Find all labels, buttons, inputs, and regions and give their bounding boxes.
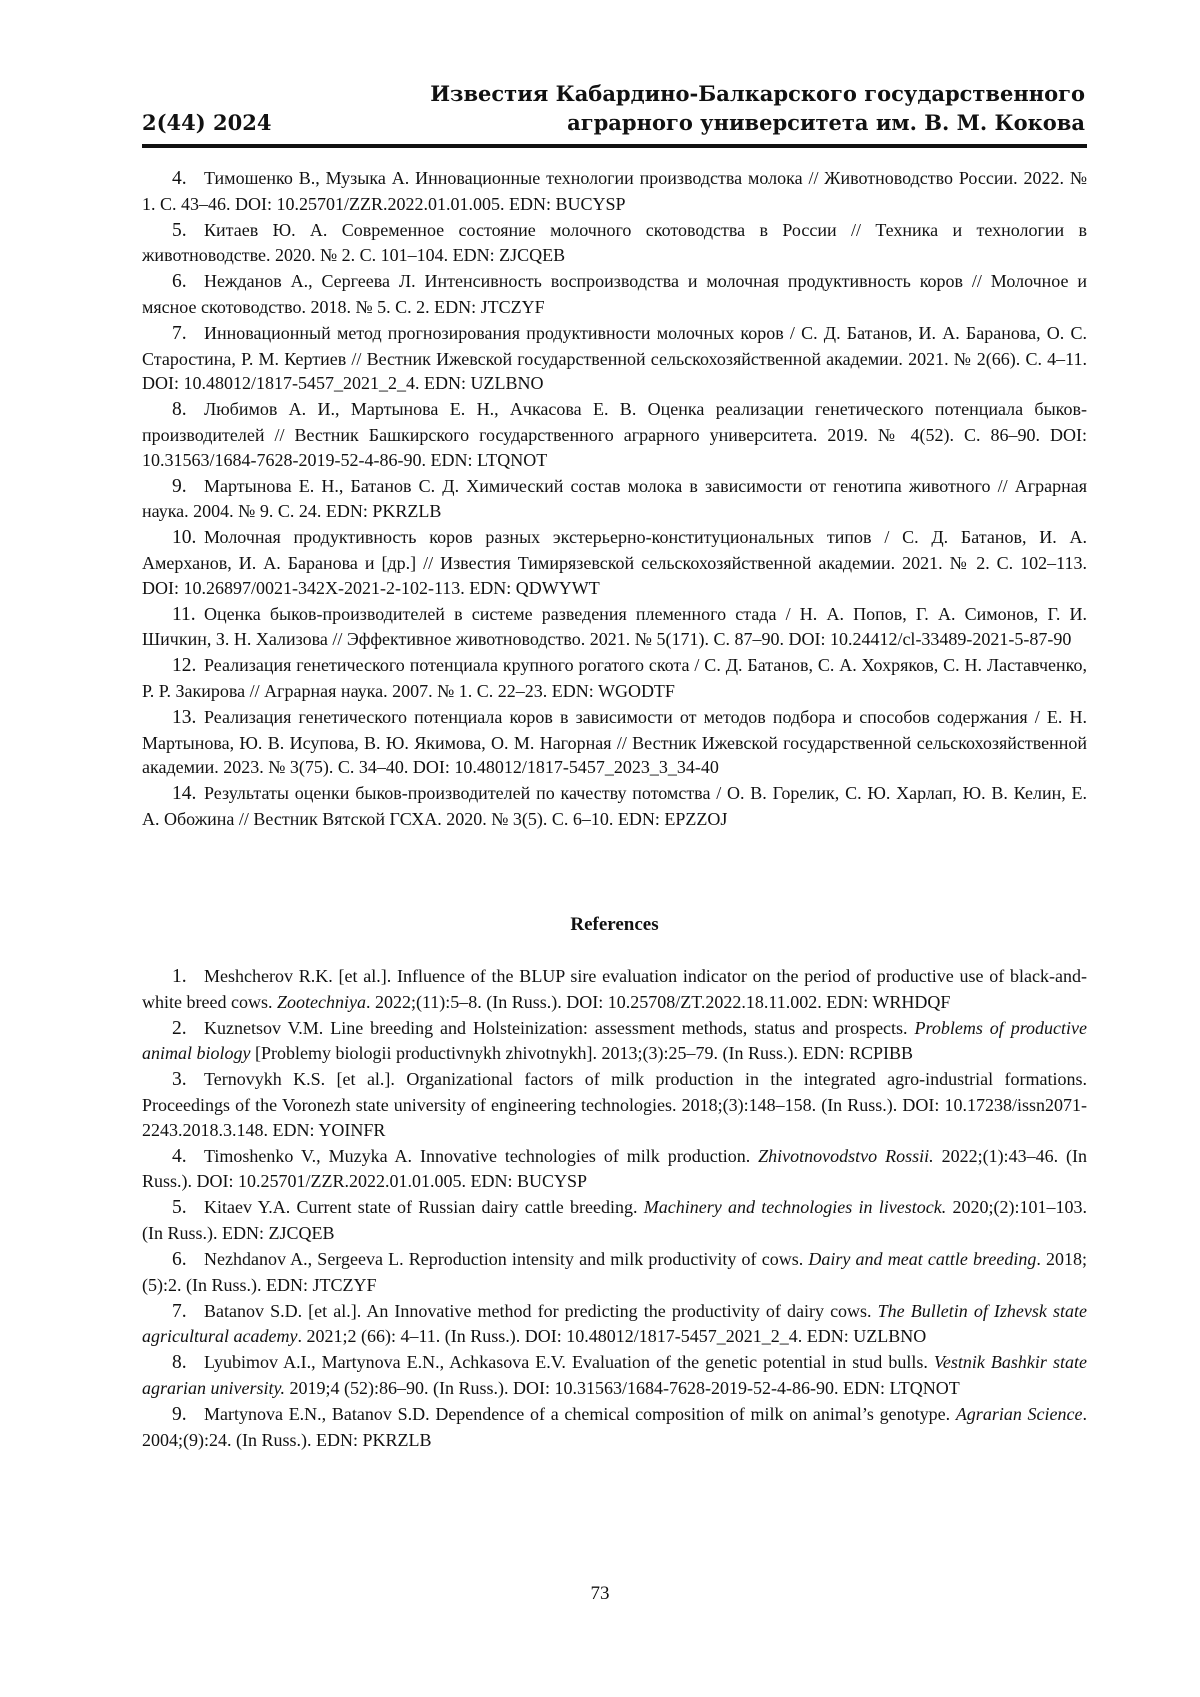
reference-item [142,1144,1087,1194]
reference-number: 4. [172,1145,198,1170]
reference-item [142,397,1087,472]
page-number: 73 [0,1583,1200,1605]
reference-item [142,1247,1087,1297]
reference-item [142,1016,1087,1066]
reference-journal-title: Zhivotnovodstvo Rossii. [758,1146,933,1166]
reference-text: . 2018;(5):2. (In Russ.). EDN: JTCZYF [142,1249,1087,1295]
reference-journal-title: Vestnik Bashkir state agrarian university. [142,1352,1087,1398]
reference-item [142,166,1087,217]
reference-number: 9. [172,1403,198,1428]
reference-text: . 2022;(11):5–8. (In Russ.). DOI: 10.25708/ZT.2022.18.11.002. EDN: WRHDQF [366,992,950,1012]
reference-number: 8. [172,398,198,423]
reference-number: 3. [172,1068,198,1093]
reference-text: . 2021;2 (66): 4–11. (In Russ.). DOI: 10.48012/1817-5457_2021_2_4. EDN: UZLBNO [297,1326,926,1346]
reference-text: Реализация генетического потенциала крупного рогатого скота / С. Д. Батанов, С. А. Хохряков, С. Н. Ластавченко, Р. Р. Закирова // Аграрная наука. 2007. № 1. С. 22–23. EDN: WGODTF [142,655,1087,701]
reference-number: 9. [172,475,198,500]
reference-item [142,525,1087,600]
reference-text: Результаты оценки быков-производителей по качеству потомства / О. В. Горелик, С. Ю. Харлап, Ю. В. Келин, Е. А. Обожина // Вестник Вятской ГСХА. 2020. № 3(5). С. 6–10. EDN: EPZZOJ [142,783,1087,829]
reference-item [142,705,1087,780]
reference-item [142,321,1087,396]
reference-text: Молочная продуктивность коров разных экстерьерно-конституциональных типов / С. Д. Батанов, И. А. Амерханов, И. А. Баранова и [др.] // Известия Тимирязевской сельскохозяйственной академии. 2021. № 2. С. 102–113. DOI: 10.26897/0021-342X-2021-2-102-113. EDN: QDWYWT [142,527,1087,598]
reference-number: 13. [172,706,198,731]
reference-item [142,964,1087,1014]
reference-text: Мартынова Е. Н., Батанов С. Д. Химический состав молока в зависимости от генотипа животного // Аграрная наука. 2004. № 9. С. 24. EDN: PKRZLB [142,476,1087,522]
reference-item [142,1350,1087,1400]
reference-number: 5. [172,1196,198,1221]
reference-text: Любимов А. И., Мартынова Е. Н., Ачкасова Е. В. Оценка реализации генетического потенциала быков-производителей // Вестник Башкирского государственного аграрного университета. 2019. № 4(52). С. 86–90. DOI: 10.31563/1684-7628-2019-52-4-86-90. EDN: LTQNOT [142,399,1087,470]
reference-text: Martynova E.N., Batanov S.D. Dependence of a chemical composition of milk on animal’s genotype. [204,1404,956,1424]
reference-journal-title: Agrarian Science [956,1404,1083,1424]
reference-text: Реализация генетического потенциала коров в зависимости от методов подбора и способов содержания / Е. Н. Мартынова, Ю. В. Исупова, В. Ю. Якимова, О. М. Нагорная // Вестник Ижевской государственной сельскохозяйственной академии. 2023. № 3(75). С. 34–40. DOI: 10.48012/1817-5457_2023_3_34-40 [142,707,1087,778]
reference-item [142,602,1087,653]
reference-text: Meshcherov R.K. [et al.]. Influence of the BLUP sire evaluation indicator on the period of productive use of black-and-white breed cows. [142,966,1087,1012]
issue-number: 2(44) 2024 [142,110,271,135]
reference-text: Нежданов А., Сергеева Л. Интенсивность воспроизводства и молочная продуктивность коров // Молочное и мясное скотоводство. 2018. № 5. С. 2. EDN: JTCZYF [142,271,1087,317]
reference-number: 7. [172,322,198,347]
reference-item [142,1067,1087,1142]
reference-text: Инновационный метод прогнозирования продуктивности молочных коров / С. Д. Батанов, И. А. Баранова, О. С. Старостина, Р. М. Кертиев // Вестник Ижевской государственной сельскохозяйственной академии. 2021. № 2(66). С. 4–11. DOI: 10.48012/1817-5457_2021_2_4. EDN: UZLBNO [142,323,1087,394]
reference-item [142,653,1087,704]
reference-number: 4. [172,167,198,192]
reference-text: 2020;(2):101–103. (In Russ.). EDN: ZJCQEB [142,1197,1087,1243]
reference-number: 7. [172,1300,198,1325]
reference-item [142,474,1087,525]
reference-journal-title: Dairy and meat cattle breeding [808,1249,1036,1269]
reference-text: Batanov S.D. [et al.]. An Innovative method for predicting the productivity of dairy cows. [204,1301,878,1321]
reference-text: Kitaev Y.A. Current state of Russian dairy cattle breeding. [204,1197,644,1217]
reference-number: 6. [172,270,198,295]
reference-item [142,1402,1087,1452]
reference-text: Nezhdanov A., Sergeeva L. Reproduction intensity and milk productivity of cows. [204,1249,808,1269]
reference-text: Kuznetsov V.M. Line breeding and Holsteinization: assessment methods, status and prospects. [204,1018,915,1038]
reference-text: [Problemy biologii productivnykh zhivotnykh]. 2013;(3):25–79. (In Russ.). EDN: RCPIBB [251,1043,913,1063]
reference-item [142,781,1087,832]
reference-text: Lyubimov A.I., Martynova E.N., Achkasova E.V. Evaluation of the genetic potential in stud bulls. [204,1352,934,1372]
reference-number: 8. [172,1351,198,1376]
references-heading: References [142,914,1087,936]
journal-title-line-2: аграрного университета им. В. М. Кокова [430,108,1085,137]
reference-item [142,269,1087,320]
reference-journal-title: Machinery and technologies in livestock. [644,1197,946,1217]
journal-title-line-1: Известия Кабардино-Балкарского государственного [430,79,1085,108]
reference-number: 14. [172,782,198,807]
reference-journal-title: Problems of productive animal biology [142,1018,1087,1064]
reference-list-english [142,964,1087,1454]
reference-number: 11. [172,603,198,628]
reference-number: 12. [172,654,198,679]
journal-title [430,79,1085,137]
reference-number: 1. [172,965,198,990]
reference-text: Китаев Ю. А. Современное состояние молочного скотоводства в России // Техника и технологии в животноводстве. 2020. № 2. С. 101–104. EDN: ZJCQEB [142,220,1087,266]
reference-text: 2019;4 (52):86–90. (In Russ.). DOI: 10.31563/1684-7628-2019-52-4-86-90. EDN: LTQNOT [285,1378,960,1398]
reference-text: . 2004;(9):24. (In Russ.). EDN: PKRZLB [142,1404,1087,1450]
reference-number: 6. [172,1248,198,1273]
reference-text: 2022;(1):43–46. (In Russ.). DOI: 10.25701/ZZR.2022.01.01.005. EDN: BUCYSP [142,1146,1087,1192]
reference-journal-title: Zootechniya [277,992,366,1012]
reference-text: Timoshenko V., Muzyka A. Innovative technologies of milk production. [204,1146,758,1166]
reference-list-russian [142,166,1087,833]
reference-text: Тимошенко В., Музыка А. Инновационные технологии производства молока // Животноводство России. 2022. № 1. С. 43–46. DOI: 10.25701/ZZR.2022.01.01.005. EDN: BUCYSP [142,168,1087,214]
reference-number: 2. [172,1017,198,1042]
reference-text: Оценка быков-производителей в системе разведения племенного стада / Н. А. Попов, Г. А. Симонов, Г. И. Шичкин, З. Н. Хализова // Эффективное животноводство. 2021. № 5(171). С. 87–90. DOI: 10.24412/cl-33489-2021-5-87-90 [142,604,1087,650]
running-header [142,72,1087,148]
reference-text: Ternovykh K.S. [et al.]. Organizational factors of milk production in the integrated agro-industrial formations. Proceedings of the Voronezh state university of engineering technologies. 2018;(3):148–158. (In Russ.). DOI: 10.17238/issn2071-2243.2018.3.148. EDN: YOINFR [142,1069,1087,1139]
reference-number: 5. [172,219,198,244]
reference-item [142,1195,1087,1245]
reference-item [142,218,1087,269]
reference-journal-title: The Bulletin of Izhevsk state agricultural academy [142,1301,1087,1347]
reference-item [142,1299,1087,1349]
reference-number: 10. [172,526,198,551]
